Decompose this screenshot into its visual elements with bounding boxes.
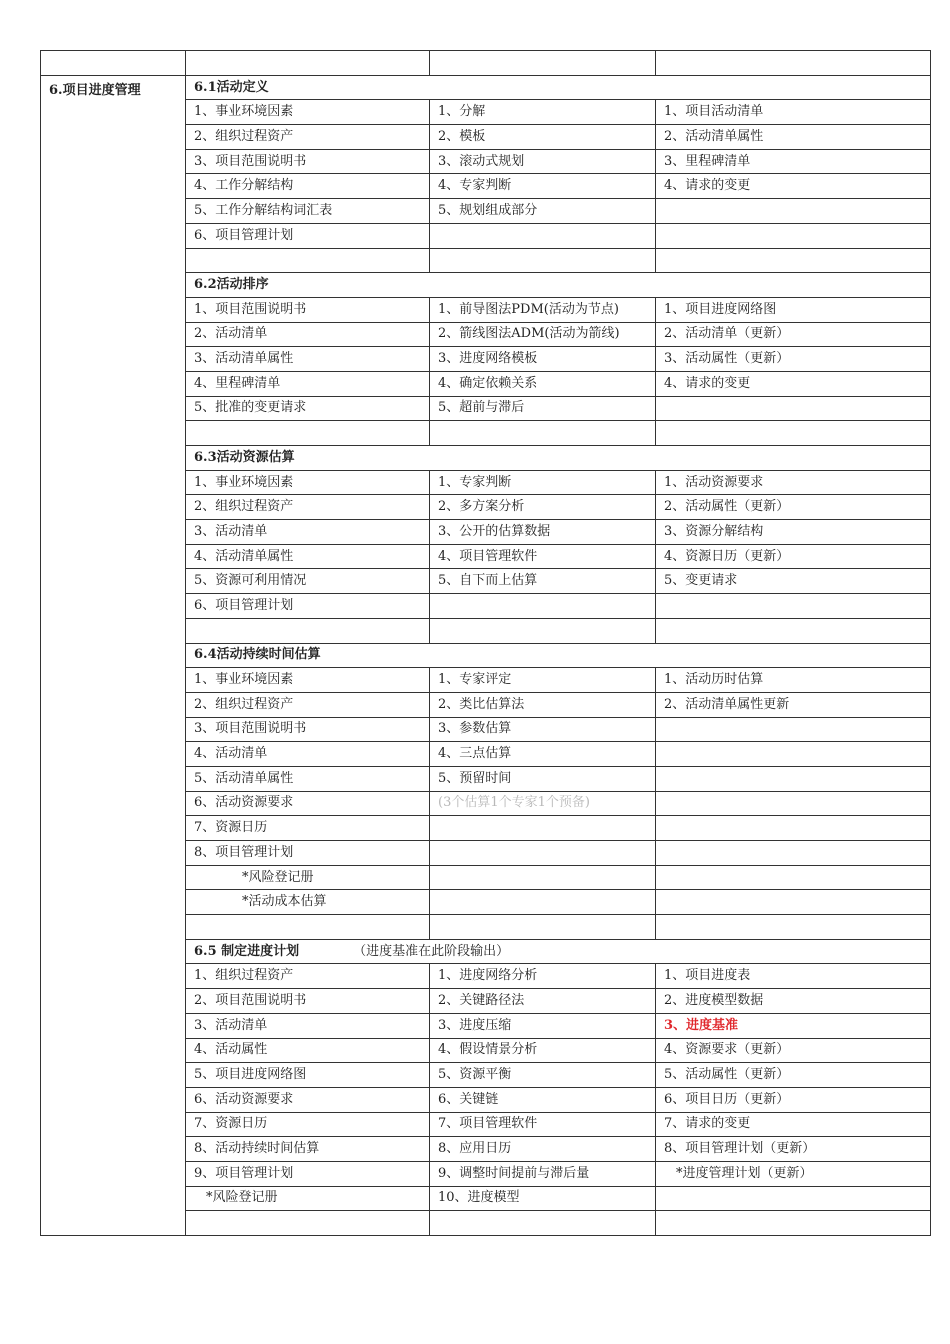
- tool-cell: 1、专家判断: [430, 470, 656, 495]
- output-cell: [656, 396, 931, 421]
- input-cell: 7、资源日历: [186, 816, 430, 841]
- output-cell: [656, 841, 931, 866]
- input-cell: 2、组织过程资产: [186, 495, 430, 520]
- input-cell: 6、活动资源要求: [186, 791, 430, 816]
- blank-cell: [41, 51, 186, 76]
- output-cell: 4、资源日历（更新）: [656, 544, 931, 569]
- output-cell: [656, 421, 931, 446]
- tool-cell: 4、假设情景分析: [430, 1038, 656, 1063]
- tool-cell: 2、箭线图法ADM(活动为箭线): [430, 322, 656, 347]
- input-cell: 1、项目范围说明书: [186, 297, 430, 322]
- input-cell: 5、项目进度网络图: [186, 1063, 430, 1088]
- schedule-management-table: [40, 50, 931, 1236]
- input-cell: 4、里程碑清单: [186, 371, 430, 396]
- input-cell: [186, 915, 430, 940]
- section-title: 6.2活动排序: [194, 277, 269, 293]
- input-cell: 5、工作分解结构词汇表: [186, 199, 430, 224]
- input-cell: 6、活动资源要求: [186, 1087, 430, 1112]
- input-cell: 3、活动清单: [186, 1013, 430, 1038]
- output-cell: *进度管理计划（更新）: [656, 1161, 931, 1186]
- tool-cell: 5、资源平衡: [430, 1063, 656, 1088]
- tool-cell: 10、进度模型: [430, 1186, 656, 1211]
- tool-cell: 5、自下而上估算: [430, 569, 656, 594]
- output-cell: 4、资源要求（更新）: [656, 1038, 931, 1063]
- tool-cell: 5、规划组成部分: [430, 199, 656, 224]
- tool-cell: 1、进度网络分析: [430, 964, 656, 989]
- tool-cell: 4、专家判断: [430, 174, 656, 199]
- input-cell: 3、项目范围说明书: [186, 717, 430, 742]
- output-cell: [656, 742, 931, 767]
- input-cell: 3、活动清单: [186, 520, 430, 545]
- output-cell: 8、项目管理计划（更新）: [656, 1137, 931, 1162]
- tool-cell: 5、预留时间: [430, 766, 656, 791]
- output-cell: [656, 816, 931, 841]
- output-cell: 3、资源分解结构: [656, 520, 931, 545]
- tool-cell: 2、模板: [430, 125, 656, 150]
- output-cell: [656, 717, 931, 742]
- output-cell: [656, 1186, 931, 1211]
- blank-cell: [656, 51, 931, 76]
- output-cell: 2、进度模型数据: [656, 989, 931, 1014]
- tool-cell: [430, 816, 656, 841]
- tool-cell: 2、关键路径法: [430, 989, 656, 1014]
- input-cell: 2、活动清单: [186, 322, 430, 347]
- input-cell: 6、项目管理计划: [186, 223, 430, 248]
- tool-cell: [430, 890, 656, 915]
- output-cell: 1、项目进度网络图: [656, 297, 931, 322]
- input-cell: 5、批准的变更请求: [186, 396, 430, 421]
- output-cell: [656, 618, 931, 643]
- tool-cell: 4、项目管理软件: [430, 544, 656, 569]
- tool-cell: [430, 841, 656, 866]
- output-cell: [656, 223, 931, 248]
- output-cell: [656, 865, 931, 890]
- input-cell: 4、工作分解结构: [186, 174, 430, 199]
- section-note: （进度基准在此阶段输出）: [353, 943, 510, 959]
- input-cell: [186, 618, 430, 643]
- output-cell: 3、里程碑清单: [656, 149, 931, 174]
- input-cell: 2、组织过程资产: [186, 692, 430, 717]
- input-cell: 8、项目管理计划: [186, 841, 430, 866]
- tool-cell: 4、三点估算: [430, 742, 656, 767]
- output-cell: [656, 1211, 931, 1236]
- output-cell: [656, 199, 931, 224]
- tool-cell: 9、调整时间提前与滞后量: [430, 1161, 656, 1186]
- output-cell: 3、活动属性（更新）: [656, 347, 931, 372]
- input-cell: 4、活动清单属性: [186, 544, 430, 569]
- output-cell: [656, 766, 931, 791]
- tool-cell: [430, 421, 656, 446]
- tool-cell: [430, 618, 656, 643]
- output-cell: [656, 915, 931, 940]
- tool-cell: [430, 865, 656, 890]
- input-cell: 9、项目管理计划: [186, 1161, 430, 1186]
- input-cell: 1、组织过程资产: [186, 964, 430, 989]
- input-cell: 3、项目范围说明书: [186, 149, 430, 174]
- blank-cell: [430, 51, 656, 76]
- tool-cell: 7、项目管理软件: [430, 1112, 656, 1137]
- input-cell: 2、组织过程资产: [186, 125, 430, 150]
- tool-cell: 2、多方案分析: [430, 495, 656, 520]
- schedule-baseline-highlight: 3、进度基准: [656, 1013, 931, 1038]
- section-title-cell: [186, 643, 931, 668]
- output-cell: [656, 594, 931, 619]
- input-cell: *风险登记册: [186, 865, 430, 890]
- tool-cell: 2、类比估算法: [430, 692, 656, 717]
- input-cell: 1、事业环境因素: [186, 100, 430, 125]
- output-cell: 7、请求的变更: [656, 1112, 931, 1137]
- input-cell: 7、资源日历: [186, 1112, 430, 1137]
- section-title-cell: [186, 75, 931, 100]
- section-title-cell: [186, 939, 931, 964]
- section-title-row: [41, 75, 931, 100]
- tool-cell: 4、确定依赖关系: [430, 371, 656, 396]
- output-cell: 1、活动历时估算: [656, 668, 931, 693]
- tool-cell: 3、参数估算: [430, 717, 656, 742]
- input-cell: 5、资源可利用情况: [186, 569, 430, 594]
- output-cell: [656, 248, 931, 273]
- tool-cell: 1、专家评定: [430, 668, 656, 693]
- side-label: 6.项目进度管理: [41, 75, 186, 1235]
- input-cell: 8、活动持续时间估算: [186, 1137, 430, 1162]
- output-cell: 2、活动清单属性: [656, 125, 931, 150]
- section-title-cell: [186, 446, 931, 471]
- tool-cell: 5、超前与滞后: [430, 396, 656, 421]
- input-cell: [186, 421, 430, 446]
- output-cell: 4、请求的变更: [656, 174, 931, 199]
- output-cell: 5、活动属性（更新）: [656, 1063, 931, 1088]
- input-cell: 3、活动清单属性: [186, 347, 430, 372]
- input-cell: [186, 1211, 430, 1236]
- tool-cell: [430, 1211, 656, 1236]
- section-title: 6.5 制定进度计划: [194, 943, 300, 959]
- input-cell: 2、项目范围说明书: [186, 989, 430, 1014]
- input-cell: 1、事业环境因素: [186, 668, 430, 693]
- tool-cell: 8、应用日历: [430, 1137, 656, 1162]
- output-cell: 5、变更请求: [656, 569, 931, 594]
- output-cell: 2、活动清单（更新）: [656, 322, 931, 347]
- output-cell: [656, 890, 931, 915]
- output-cell: 1、项目活动清单: [656, 100, 931, 125]
- output-cell: 1、活动资源要求: [656, 470, 931, 495]
- section-title-cell: [186, 273, 931, 298]
- input-cell: 4、活动清单: [186, 742, 430, 767]
- output-cell: 1、项目进度表: [656, 964, 931, 989]
- section-title: 6.1活动定义: [194, 79, 269, 95]
- output-cell: [656, 791, 931, 816]
- tool-cell: [430, 594, 656, 619]
- tool-cell: 1、前导图法PDM(活动为节点): [430, 297, 656, 322]
- output-cell: 4、请求的变更: [656, 371, 931, 396]
- estimate-note: (3个估算1个专家1个预备): [430, 791, 656, 816]
- tool-cell: 3、公开的估算数据: [430, 520, 656, 545]
- output-cell: 2、活动清单属性更新: [656, 692, 931, 717]
- header-blank-row: [41, 51, 931, 76]
- output-cell: 2、活动属性（更新）: [656, 495, 931, 520]
- tool-cell: 3、滚动式规划: [430, 149, 656, 174]
- input-cell: 4、活动属性: [186, 1038, 430, 1063]
- section-title: 6.4活动持续时间估算: [194, 647, 321, 663]
- tool-cell: 1、分解: [430, 100, 656, 125]
- output-cell: 6、项目日历（更新）: [656, 1087, 931, 1112]
- input-cell: *风险登记册: [186, 1186, 430, 1211]
- tool-cell: 3、进度压缩: [430, 1013, 656, 1038]
- input-cell: *活动成本估算: [186, 890, 430, 915]
- input-cell: [186, 248, 430, 273]
- input-cell: 6、项目管理计划: [186, 594, 430, 619]
- input-cell: 5、活动清单属性: [186, 766, 430, 791]
- tool-cell: 3、进度网络模板: [430, 347, 656, 372]
- blank-cell: [186, 51, 430, 76]
- tool-cell: [430, 248, 656, 273]
- tool-cell: [430, 223, 656, 248]
- tool-cell: 6、关键链: [430, 1087, 656, 1112]
- tool-cell: [430, 915, 656, 940]
- input-cell: 1、事业环境因素: [186, 470, 430, 495]
- section-title: 6.3活动资源估算: [194, 449, 295, 465]
